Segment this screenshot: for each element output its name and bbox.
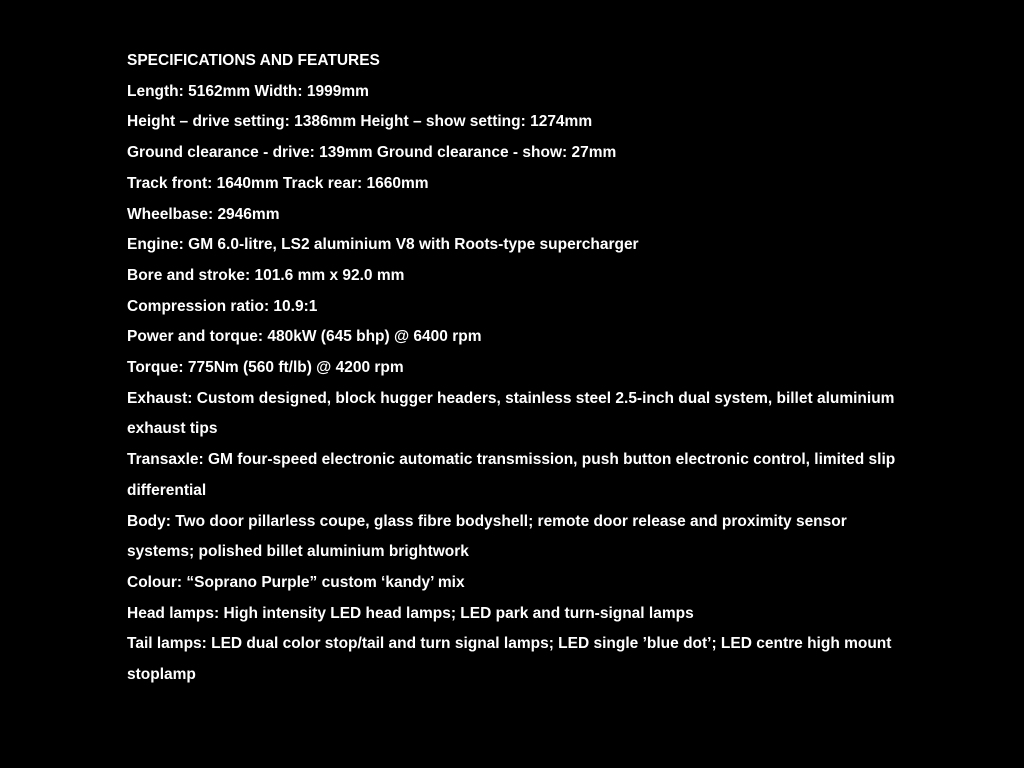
spec-bore-stroke: Bore and stroke: 101.6 mm x 92.0 mm xyxy=(127,266,405,284)
spec-head-lamps: Head lamps: High intensity LED head lamps; LED park and turn-signal lamps xyxy=(127,604,694,622)
spec-track: Track front: 1640mm Track rear: 1660mm xyxy=(127,174,429,192)
spec-height: Height – drive setting: 1386mm Height – show setting: 1274mm xyxy=(127,113,593,131)
spec-tail-lamps: Tail lamps: LED dual color stop/tail and turn signal lamps; LED single ’blue dot’; LED centre high mount stoplamp xyxy=(127,635,892,684)
spec-wheelbase: Wheelbase: 2946mm xyxy=(127,205,280,223)
spec-ground-clearance: Ground clearance - drive: 139mm Ground clearance - show: 27mm xyxy=(127,144,617,162)
heading: SPECIFICATIONS AND FEATURES xyxy=(127,52,380,69)
spec-compression: Compression ratio: 10.9:1 xyxy=(127,297,318,315)
spec-torque: Torque: 775Nm (560 ft/lb) @ 4200 rpm xyxy=(127,359,404,377)
spec-colour: Colour: “Soprano Purple” custom ‘kandy’ mix xyxy=(127,573,465,591)
spec-engine: Engine: GM 6.0-litre, LS2 aluminium V8 with Roots-type supercharger xyxy=(127,236,639,254)
spec-text-block xyxy=(127,46,897,691)
spec-body: Body: Two door pillarless coupe, glass fibre bodyshell; remote door release and proximity sensor systems; polished billet aluminium brightwork xyxy=(127,512,847,561)
spec-transaxle: Transaxle: GM four-speed electronic automatic transmission, push button electronic control, limited slip differential xyxy=(127,451,896,499)
spec-length-width: Length: 5162mm Width: 1999mm xyxy=(127,82,369,100)
spec-exhaust: Exhaust: Custom designed, block hugger headers, stainless steel 2.5-inch dual system, billet aluminium exhaust tips xyxy=(127,389,895,438)
spec-power: Power and torque: 480kW (645 bhp) @ 6400 rpm xyxy=(127,328,482,346)
